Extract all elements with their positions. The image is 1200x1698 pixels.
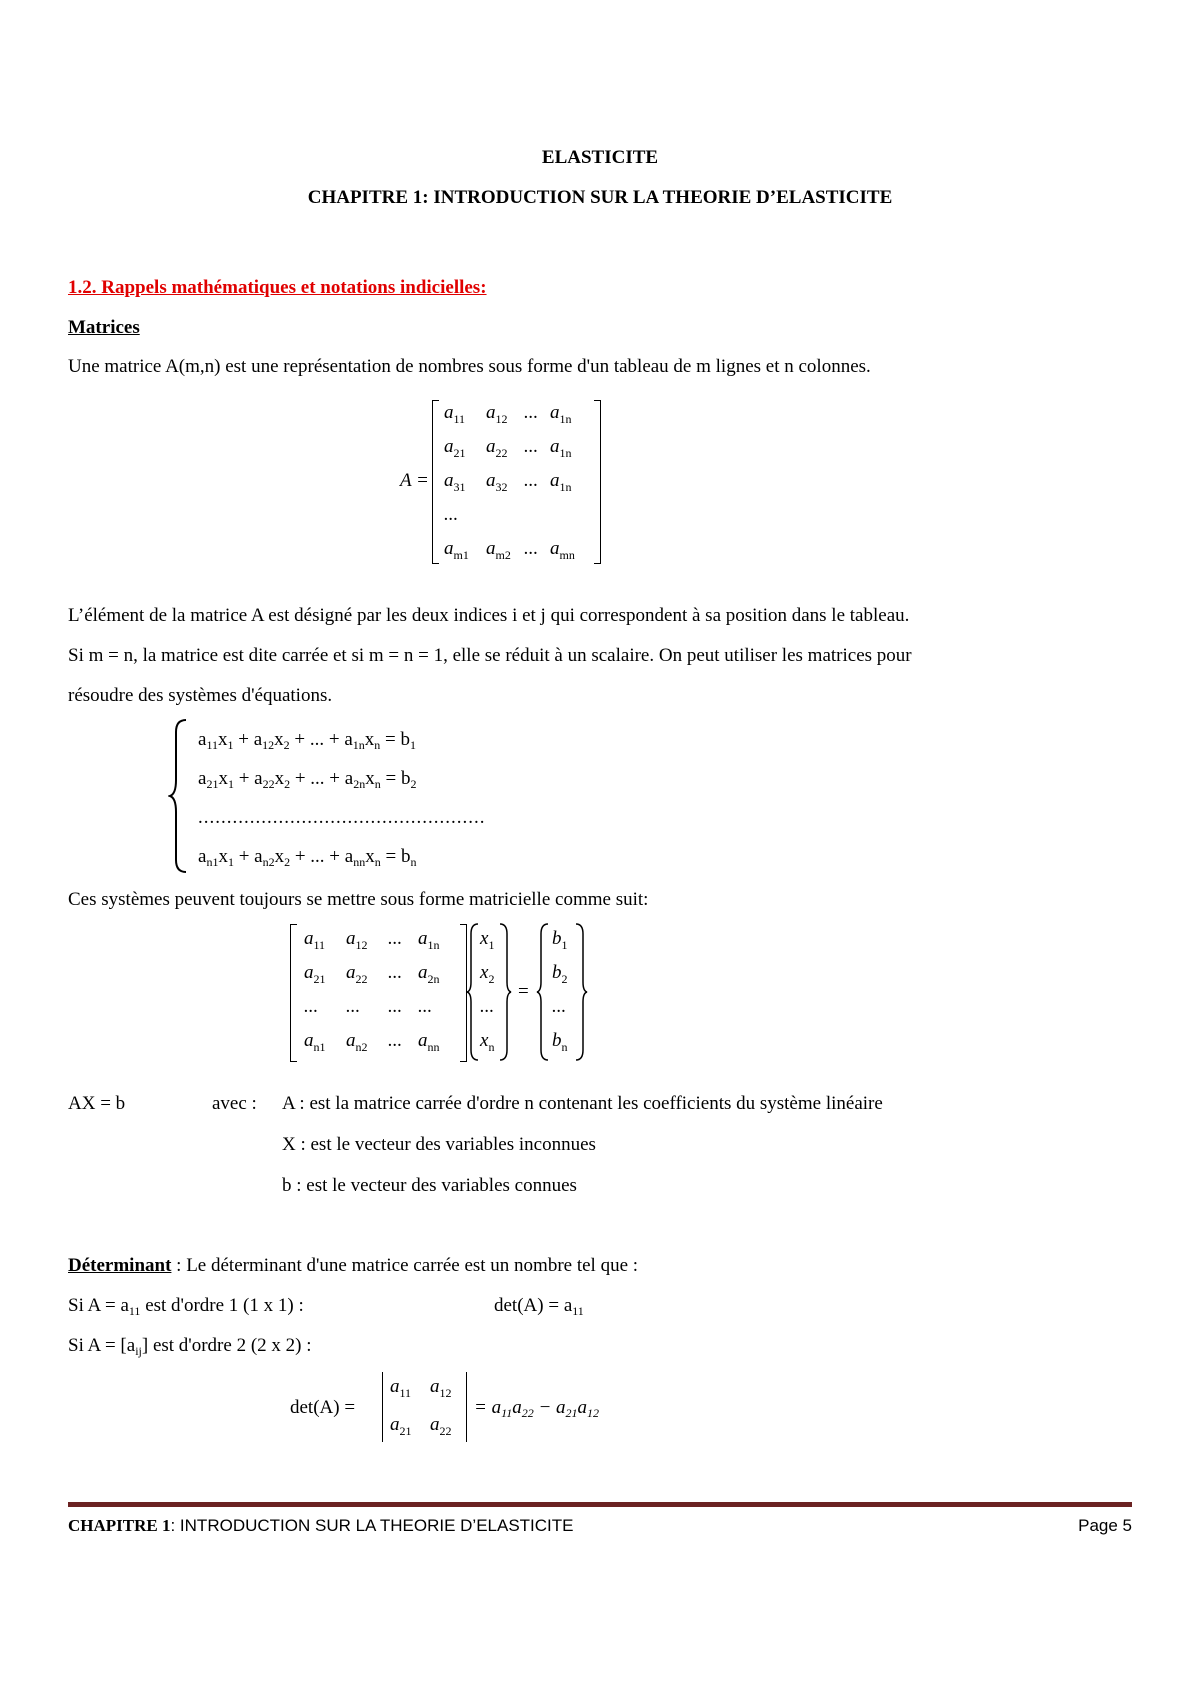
coeff-symbol: $a_{1n}$ [418,928,440,952]
det-a22: $a_{22}$ [430,1414,452,1438]
order1-value: $\det(A) = a_{11}$ [494,1295,584,1318]
b-vector-cell [552,996,566,1018]
determinant-formula [290,1368,650,1448]
coeff-cell [388,928,402,950]
matrix-a-cell: $a_{1n}$ [550,402,572,426]
x-symbol: $x_2$ [480,962,495,986]
coeff-cell [388,962,402,984]
determinant-paragraph [68,1254,638,1278]
coeff-symbol: $a_{11}$ [304,928,326,952]
footer-page-number: Page 5 [1078,1516,1132,1535]
matrix-form-text: Ces systèmes peuvent toujours se mettre sous forme matricielle comme suit: [68,889,649,910]
coeff-cell [418,962,440,990]
footer-chapter [68,1516,574,1536]
coeff-cell [346,962,368,990]
coeff-symbol: ... [346,996,361,1017]
matrix-form-equals: = [518,981,529,1002]
matrix-form [290,920,610,1070]
matrix-a-cell: $a_{21}$ [444,436,466,460]
order2-label: Si $A = [a_{ij}]$ est d'ordre 2 (2 x 2) : [68,1335,312,1358]
matrix-left-bracket [432,400,439,564]
x-symbol: ... [480,996,495,1017]
det-left-bar [382,1372,383,1442]
footer-chapter-bold: CHAPITRE 1 [68,1516,171,1535]
coeff-cell [304,1030,326,1058]
element-text: L’élément de la matrice A est désigné par les deux indices i et j qui correspondent à sa position dans le tableau. [68,605,910,626]
system-equation: .................................................. [198,807,486,828]
b-right-brace-icon [574,922,588,1062]
matrix-a-display [390,392,630,572]
matrix-a-cell: $a_{22}$ [486,436,508,460]
matrices-intro: Une matrice A(m,n) est une représentation de nombres sous forme d'un tableau de m lignes et n colonnes. [68,356,871,377]
coeff-symbol: $a_{2n}$ [418,962,440,986]
matrix-a-lhs: A = [400,470,429,491]
det-a11: $a_{11}$ [390,1376,412,1400]
matrix-a-cell: $a_{mn}$ [550,538,575,562]
coeff-symbol: $a_{n2}$ [346,1030,368,1054]
x-symbol: $x_n$ [480,1030,495,1054]
coeff-cell [346,1030,368,1058]
matrix-a-cell: $a_{12}$ [486,402,508,426]
coeff-cell [388,1030,402,1052]
coeff-symbol: ... [388,928,403,949]
x-vector-cell [480,1030,494,1058]
matrices-heading: Matrices [68,317,140,338]
ax-equation: AX = b [68,1093,126,1114]
x-vector-cell [480,996,494,1018]
coeff-cell [304,928,325,956]
coeff-cell [418,1030,440,1058]
coeff-symbol: ... [388,996,403,1017]
order1-label: Si $A = a_{11}$ est d'ordre 1 (1 x 1) : [68,1295,304,1318]
coeff-symbol: $a_{21}$ [304,962,326,986]
matrix-a-cell: ... [524,402,539,423]
section-heading: 1.2. Rappels mathématiques et notations indicielles: [68,277,487,298]
coeff-symbol: $a_{nn}$ [418,1030,440,1054]
determinant-heading: Déterminant [68,1255,172,1276]
avec-label: avec : [212,1093,257,1114]
coeff-cell [346,996,360,1018]
coeff-cell [304,996,318,1018]
formula-lhs: det(A) = [290,1397,356,1418]
formula-rhs: = $a_{11}a_{22} - a_{21}a_{12}$ [474,1397,600,1420]
matrix-a-cell: $a_{32}$ [486,470,508,494]
square-text-2: résoudre des systèmes d'équations. [68,685,333,706]
system-equation: $a_{11}x_1 + a_{12}x_2$ + ... + $a_{1n}x_n = b_1$ [198,729,416,752]
x-vector-cell [480,962,494,990]
system-equation: $a_{n1}x_1 + a_{n2}x_2$ + ... + $a_{nn}x_n = b_n$ [198,846,417,869]
x-left-brace-icon [466,922,480,1062]
matrix-a-cell: ... [524,538,539,559]
b-vector-cell [552,1030,568,1058]
coeff-symbol: ... [388,1030,403,1051]
b-symbol: $b_2$ [552,962,568,986]
coeff-cell [346,928,368,956]
footer-chapter-rest: : INTRODUCTION SUR LA THEORIE D’ELASTICITE [170,1516,574,1535]
b-left-brace-icon [536,922,550,1062]
determinant-intro: : Le déterminant d'une matrice carrée est un nombre tel que : [171,1255,639,1276]
coeff-left-bracket [290,924,297,1062]
matrix-right-bracket [594,400,601,564]
matrix-a-cell: ... [444,504,459,525]
x-symbol: $x_1$ [480,928,495,952]
left-brace-icon [168,716,192,876]
matrix-a-cell: $a_{m1}$ [444,538,469,562]
footer-rule [68,1502,1132,1507]
matrix-a-cell: $a_{1n}$ [550,436,572,460]
matrix-a-cell: ... [524,436,539,457]
coeff-symbol: ... [388,962,403,983]
coeff-cell [388,996,402,1018]
system-equation: $a_{21}x_1 + a_{22}x_2$ + ... + $a_{2n}x_n = b_2$ [198,768,417,791]
definition-x: X : est le vecteur des variables inconnues [282,1134,596,1155]
coeff-symbol: ... [418,996,433,1017]
matrix-a-cell: $a_{m2}$ [486,538,511,562]
b-symbol: $b_1$ [552,928,568,952]
b-vector-cell [552,962,568,990]
b-symbol: ... [552,996,567,1017]
coeff-symbol: $a_{12}$ [346,928,368,952]
det-a21: $a_{21}$ [390,1414,412,1438]
linear-system [168,716,568,876]
b-symbol: $b_n$ [552,1030,568,1054]
matrix-a-cell: $a_{31}$ [444,470,466,494]
coeff-symbol: $a_{n1}$ [304,1030,326,1054]
coeff-symbol: $a_{22}$ [346,962,368,986]
matrix-a-cell: $a_{1n}$ [550,470,572,494]
document-title: ELASTICITE [541,147,659,168]
coeff-symbol: ... [304,996,319,1017]
chapter-title: CHAPITRE 1: INTRODUCTION SUR LA THEORIE D’ELASTICITE [307,187,893,208]
b-vector-cell [552,928,568,956]
det-a12: $a_{12}$ [430,1376,452,1400]
coeff-cell [304,962,326,990]
coeff-cell [418,928,440,956]
square-text-1: Si m = n, la matrice est dite carrée et si m = n = 1, elle se réduit à un scalaire. On peut utiliser les matrices pour [68,645,912,666]
coeff-cell [418,996,432,1018]
definition-a: A : est la matrice carrée d'ordre n contenant les coefficients du système linéaire [282,1093,883,1114]
matrix-a-cell: $a_{11}$ [444,402,466,426]
matrix-a-cell: ... [524,470,539,491]
x-vector-cell [480,928,494,956]
x-right-brace-icon [498,922,512,1062]
det-right-bar [466,1372,467,1442]
definition-b: b : est le vecteur des variables connues [282,1175,577,1196]
